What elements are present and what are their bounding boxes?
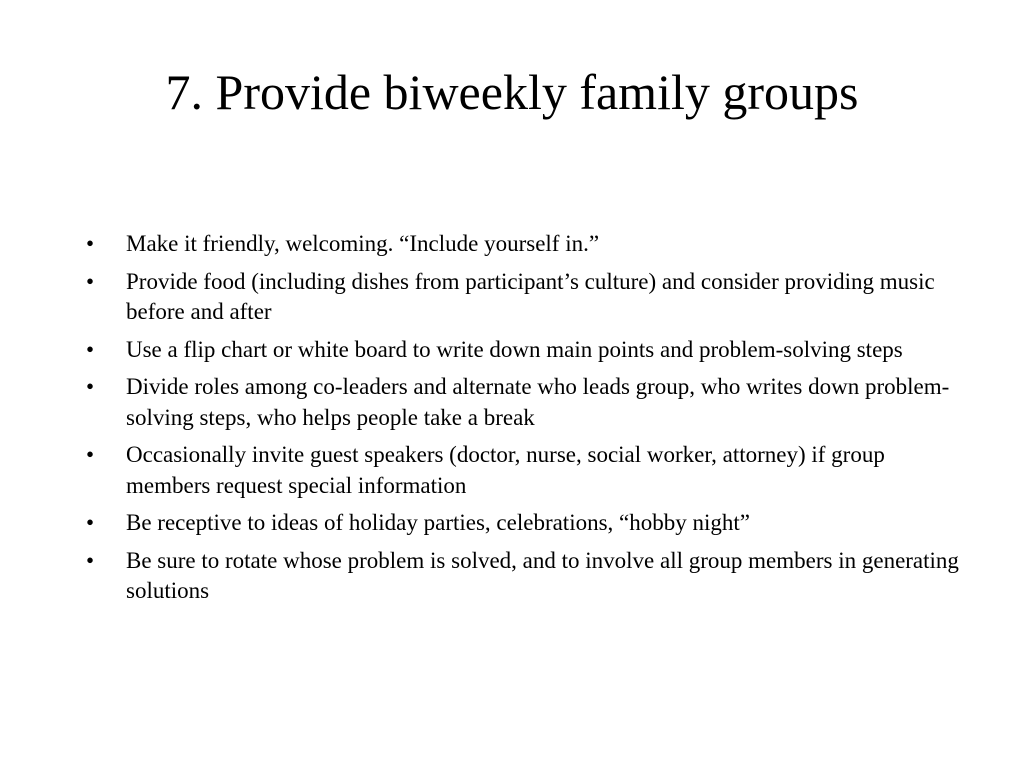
bullet-text: Make it friendly, welcoming. “Include yourself in.” — [126, 231, 600, 256]
bullet-item — [86, 267, 966, 328]
bullet-text: Divide roles among co-leaders and alternate who leads group, who writes down problem-solving steps, who helps people take a break — [126, 374, 950, 430]
bullet-text: Occasionally invite guest speakers (doctor, nurse, social worker, attorney) if group members request special information — [126, 442, 885, 498]
bullet-icon: • — [86, 442, 95, 467]
bullet-icon: • — [86, 510, 95, 535]
bullet-item — [86, 440, 966, 501]
bullet-list — [86, 229, 966, 614]
bullet-text: Use a flip chart or white board to write down main points and problem-solving steps — [126, 336, 903, 362]
bullet-item — [86, 335, 966, 366]
bullet-icon: • — [86, 231, 95, 256]
bullet-icon: • — [86, 547, 95, 573]
bullet-item — [86, 546, 966, 607]
bullet-icon: • — [86, 336, 95, 362]
bullet-item — [86, 372, 966, 433]
bullet-icon: • — [86, 268, 95, 294]
bullet-text: Be sure to rotate whose problem is solved, and to involve all group members in generating solutions — [126, 547, 959, 603]
bullet-text: Be receptive to ideas of holiday parties, celebrations, “hobby night” — [126, 510, 750, 535]
bullet-text: Provide food (including dishes from participant’s culture) and consider providing music before and after — [126, 268, 935, 324]
slide-title: 7. Provide biweekly family groups — [165, 64, 859, 120]
bullet-icon: • — [86, 374, 95, 399]
bullet-item — [86, 508, 966, 539]
bullet-item — [86, 229, 966, 260]
